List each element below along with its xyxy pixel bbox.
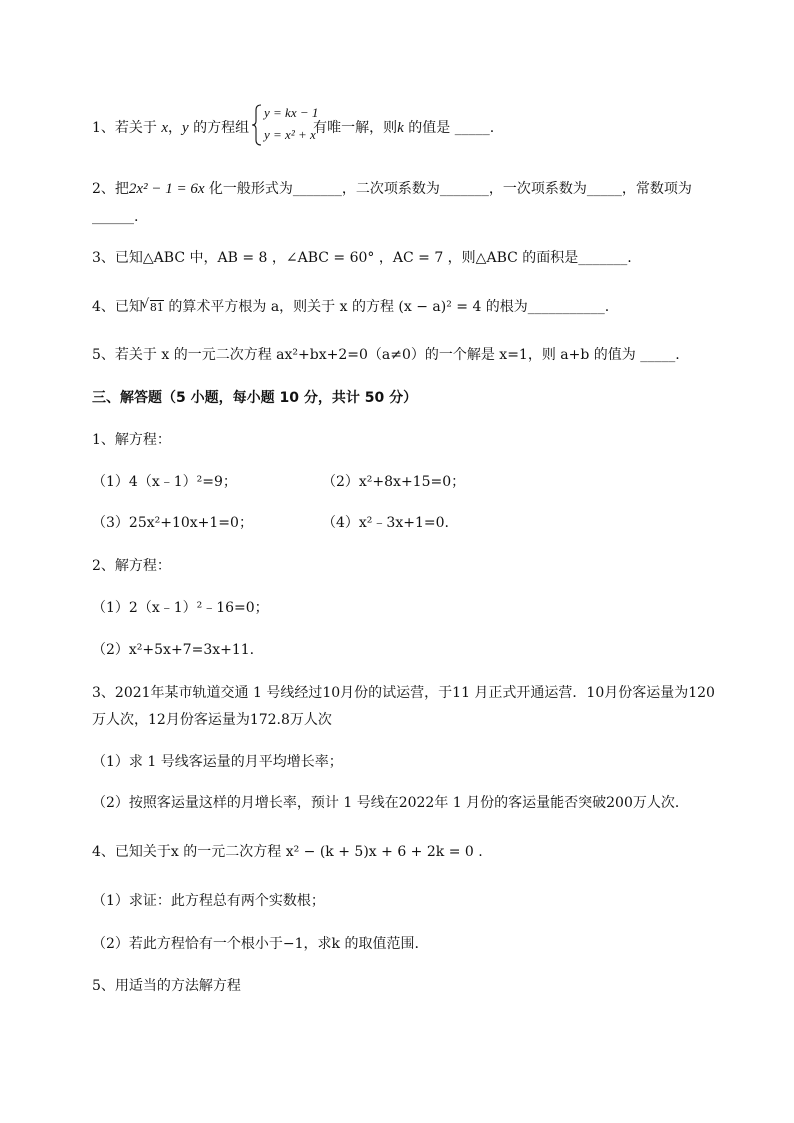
system-eq-2: y = x² + x: [264, 127, 316, 142]
problem-4-statement: 4、已知关于x 的一元二次方程 x² − (k + 5)x + 6 + 2k = 0 .: [92, 844, 483, 860]
solve-1-part-1: （1）4（x﹣1）²=9；: [92, 474, 237, 490]
q2-equation: 2x² − 1 = 6x: [128, 181, 205, 197]
question-3: 3、已知△ABC 中，AB = 8 ，∠ABC = 60° ，AC = 7 ，则△ABC 的面积是_______.: [92, 250, 632, 266]
q1-comma: ，: [168, 120, 183, 136]
problem-5-title: 5、用适当的方法解方程: [92, 978, 241, 994]
q1-var-k: k: [397, 120, 404, 136]
q1-var-x: x: [161, 120, 169, 136]
word-problem-3-part-2: （2）按照客运量这样的月增长率，预计 1 号线在2022年 1 月份的客运量能否突破200万人次．: [92, 795, 689, 811]
q2-text-b: 化一般形式为_______，二次项系数为_______，一次项系数为_____，常数项为: [204, 181, 692, 197]
system-eq-1: y = kx − 1: [264, 105, 319, 120]
section-3-heading: 三、解答题（5 小题，每小题 10 分，共计 50 分）: [92, 390, 418, 406]
question-2-line-2: ______.: [92, 209, 139, 225]
q2-text: 2、把: [92, 181, 129, 197]
q4-radicand: 81: [149, 301, 164, 314]
solve-1-part-2: （2）x²+8x+15=0；: [322, 474, 466, 490]
solve-2-title: 2、解方程：: [92, 558, 171, 574]
word-problem-3-line-2: 万人次，12月份客运量为172.8万人次: [92, 712, 332, 728]
q1-text: 1、若关于: [92, 120, 157, 136]
solve-2-part-2: （2）x²+5x+7=3x+11.: [92, 642, 255, 658]
question-4: [92, 297, 609, 318]
solve-1-title: 1、解方程：: [92, 432, 171, 448]
q4-text-a: 4、已知: [92, 299, 143, 315]
word-problem-3-line-1: 3、2021年某市轨道交通 1 号线经过10月份的试运营，于11 月正式开通运营．10月份客运量为120: [92, 685, 715, 701]
sqrt-symbol: [143, 297, 164, 318]
q1-text2: 的方程组: [188, 120, 250, 136]
word-problem-3-part-1: （1）求 1 号线客运量的月平均增长率；: [92, 754, 343, 770]
q4-text-b: 的算术平方根为 a，则关于 x 的方程 (x − a)² = 4 的根为___________.: [163, 299, 610, 315]
solve-2-part-1: （1）2（x﹣1）²﹣16=0；: [92, 600, 269, 616]
question-5: 5、若关于 x 的一元二次方程 ax²+bx+2=0（a≠0）的一个解是 x=1，则 a+b 的值为 _____.: [92, 347, 680, 363]
q1-var-y: y: [182, 120, 189, 136]
solve-1-part-4: （4）x²﹣3x+1=0.: [322, 515, 449, 531]
q1-text4: 的值是 _____.: [403, 120, 495, 136]
problem-4-part-2: （2）若此方程恰有一个根小于−1，求k 的取值范围.: [92, 936, 419, 952]
solve-1-part-3: （3）25x²+10x+1=0；: [92, 515, 253, 531]
question-2-line-1: [92, 179, 692, 199]
problem-4-part-1: （1）求证：此方程总有两个实数根；: [92, 893, 325, 909]
q1-text3: 有唯一解，则: [313, 120, 398, 136]
equation-system-brace: [252, 104, 262, 146]
